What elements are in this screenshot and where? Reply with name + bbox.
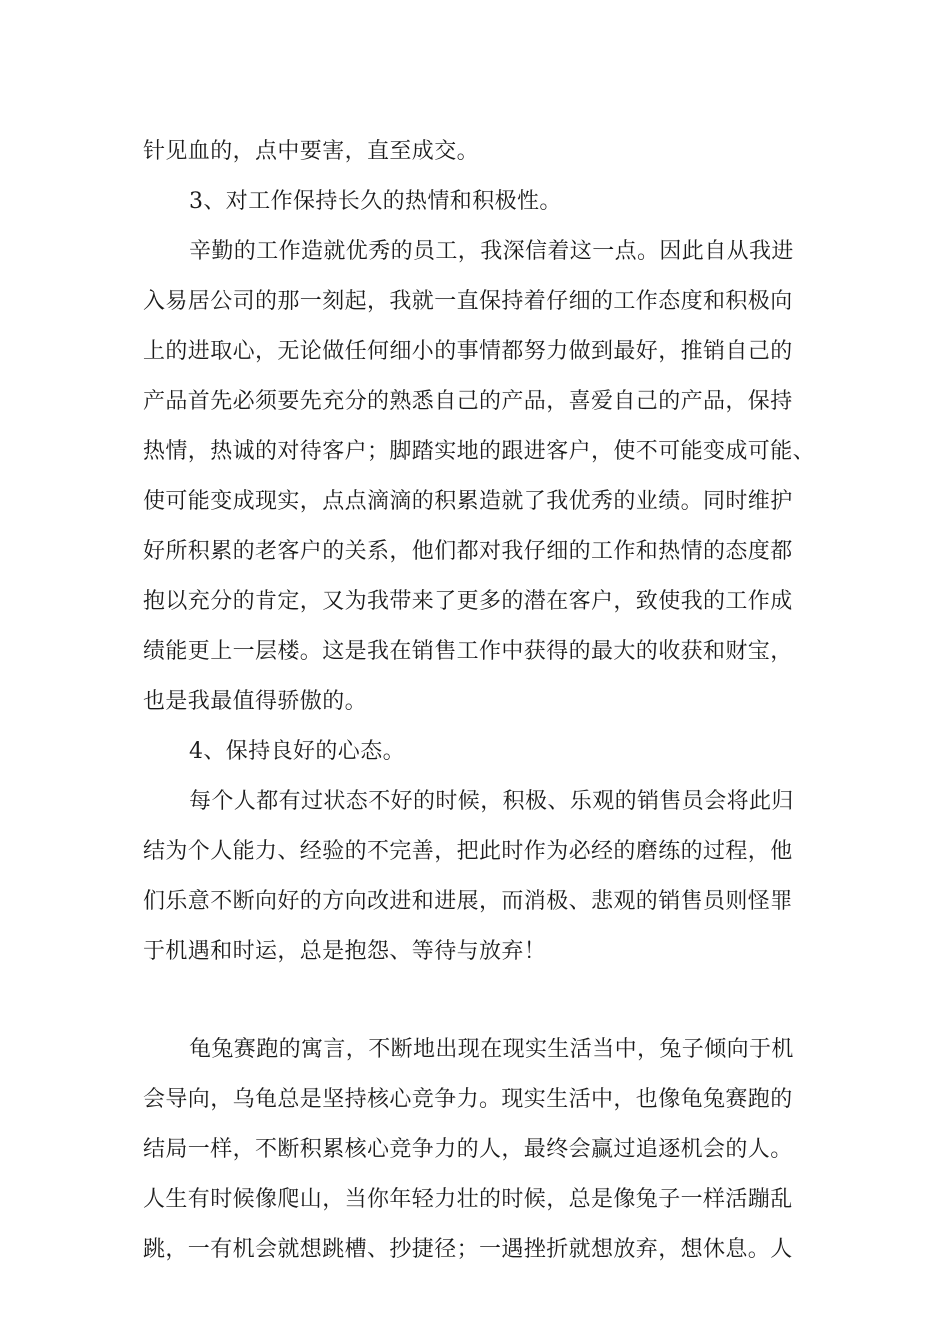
paragraph-line: 热情，热诚的对待客户；脚踏实地的跟进客户，使不可能变成可能、	[143, 439, 816, 464]
paragraph-line: 绩能更上一层楼。这是我在销售工作中获得的最大的收获和财宝，	[143, 639, 793, 664]
paragraph-line: 辛勤的工作造就优秀的员工，我深信着这一点。因此自从我进	[189, 239, 794, 264]
section-heading: 4、保持良好的心态。	[189, 739, 405, 764]
paragraph-line: 结局一样，不断积累核心竞争力的人，最终会赢过追逐机会的人。	[143, 1137, 793, 1162]
paragraph-line: 跳，一有机会就想跳槽、抄捷径；一遇挫折就想放弃，想休息。人	[143, 1237, 793, 1262]
paragraph-line: 入易居公司的那一刻起，我就一直保持着仔细的工作态度和积极向	[143, 289, 793, 314]
paragraph-line: 抱以充分的肯定，又为我带来了更多的潜在客户，致使我的工作成	[143, 589, 793, 614]
paragraph-line: 人生有时候像爬山，当你年轻力壮的时候，总是像兔子一样活蹦乱	[143, 1187, 793, 1212]
paragraph-line: 上的进取心，无论做任何细小的事情都努力做到最好，推销自己的	[143, 339, 793, 364]
paragraph-line: 产品首先必须要先充分的熟悉自己的产品，喜爱自己的产品，保持	[143, 389, 793, 414]
paragraph-line: 每个人都有过状态不好的时候，积极、乐观的销售员会将此归	[189, 789, 794, 814]
section-heading: 3、对工作保持长久的热情和积极性。	[189, 189, 562, 214]
paragraph-line: 结为个人能力、经验的不完善，把此时作为必经的磨练的过程，他	[143, 839, 793, 864]
text-line: 针见血的，点中要害，直至成交。	[143, 139, 480, 164]
paragraph-line: 也是我最值得骄傲的。	[143, 689, 368, 714]
paragraph-line: 于机遇和时运，总是抱怨、等待与放弃！	[143, 939, 547, 964]
paragraph-line: 使可能变成现实，点点滴滴的积累造就了我优秀的业绩。同时维护	[143, 489, 793, 514]
paragraph-line: 龟兔赛跑的寓言，不断地出现在现实生活当中，兔子倾向于机	[189, 1037, 794, 1062]
paragraph-line: 们乐意不断向好的方向改进和进展，而消极、悲观的销售员则怪罪	[143, 889, 793, 914]
paragraph-line: 会导向，乌龟总是坚持核心竞争力。现实生活中，也像龟兔赛跑的	[143, 1087, 793, 1112]
paragraph-line: 好所积累的老客户的关系，他们都对我仔细的工作和热情的态度都	[143, 539, 793, 564]
